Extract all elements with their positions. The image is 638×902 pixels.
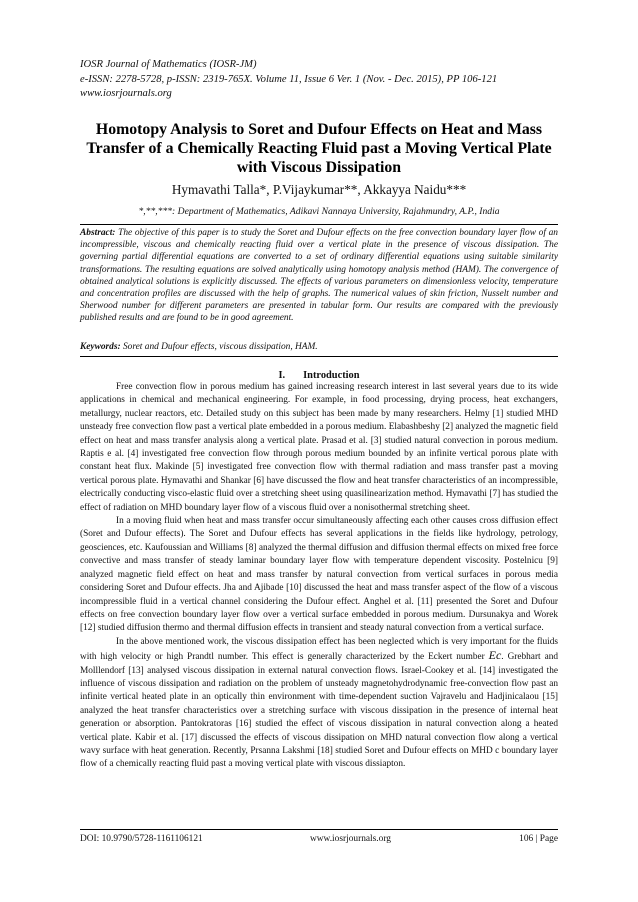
abstract-text: The objective of this paper is to study the Soret and Dufour effects on the free convection boundary layer flow of an incompressible, viscous and chemically reacting fluid over a vertical plate in the presence of viscous dissipation. The governing partial differential equations are converted to a set of ordinary differential equations using suitable similarity transformations. The resulting equations are solved analytically using homotopy analysis method (HAM). The convergence of obtained analytical solutions is explicitly discussed. The effects of various parameters on dimensionless velocity, temperature and concentration profiles are discussed with the help of graphs. The numerical values of skin friction, Nusselt number and Sherwood number for different parameters are presented in tabular form. Our results are compared with the previously published results and are found to be in good agreement.	[80, 228, 558, 324]
journal-issn: e-ISSN: 2278-5728, p-ISSN: 2319-765X. Volume 11, Issue 6 Ver. 1 (Nov. - Dec. 2015), PP 106-121	[80, 73, 498, 85]
footer-page-number: 106 | Page	[519, 834, 558, 844]
page-footer	[80, 832, 558, 846]
section-title: Introduction	[303, 370, 360, 381]
eckert-symbol: Ec	[488, 648, 502, 663]
paragraph-3	[80, 636, 558, 772]
abstract-bottom-rule	[80, 356, 558, 357]
abstract-label: Abstract:	[80, 228, 116, 238]
journal-header	[80, 58, 570, 102]
abstract-block	[80, 227, 558, 325]
footer-doi: DOI: 10.9790/5728-1161106121	[80, 834, 203, 844]
paper-affiliation: *,**,***: Department of Mathematics, Adikavi Nannaya University, Rajahmundry, A.P., India	[138, 206, 500, 217]
paper-authors: Hymavathi Talla*, P.Vijaykumar**, Akkayya Naidu***	[171, 182, 467, 197]
journal-website[interactable]: www.iosrjournals.org	[80, 88, 172, 99]
paragraph-3-part-a: In the above mentioned work, the viscous dissipation effect has been neglected which is very important for the fluids with high velocity or high Prandtl number. This effect is generally characterized by the Eckert number	[80, 636, 558, 663]
footer-rule	[80, 829, 558, 830]
keywords-block	[80, 341, 558, 353]
paragraph-1: Free convection flow in porous medium has gained increasing research interest in last several years due to its wide applications in chemical and mechanical engineering. For example, in food processing, drying process, heat exchangers, metallurgy, nuclear reactors, etc. Detailed study on this subject has been made by many researchers. Helmy [1] studied MHD unsteady free convection flow past a vertical plate embedded in a porous medium. Elabashbeshy [2] analyzed the magnetic field effect on heat and mass transfer analysis along a vertical plate. Prasad et al. [3] studied natural convection in porous medium. Raptis e al. [4] investigated free convection flow through porous medium bounded by an infinite vertical porous plate with constant heat flux. Makinde [5] investigated free convection flow with thermal radiation and mass transfer past a moving vertical porous plate. Hymavathi and Shankar [6] have discussed the flow and heat transfer characteristics of an incompressible, electrically conducting visco-elastic fluid over a stretching sheet using quasilinearization method. Hymavathi [7] has studied the effect of radiation on MHD boundary layer flow of a viscous fluid over a nonisothermal stretching sheet.	[80, 382, 558, 513]
body-text	[80, 381, 558, 772]
paper-title: Homotopy Analysis to Soret and Dufour Effects on Heat and Mass Transfer of a Chemically Reacting Fluid past a Moving Vertical Plate with Viscous Dissipation	[86, 121, 552, 176]
journal-name: IOSR Journal of Mathematics (IOSR-JM)	[80, 59, 257, 70]
footer-website[interactable]: www.iosrjournals.org	[310, 834, 391, 844]
abstract-top-rule	[80, 224, 558, 225]
keywords-label: Keywords:	[80, 342, 121, 352]
paragraph-3-part-b: . Grebhart and Molllendorf [13] analysed viscous dissipation in external natural convection flows. Israel-Cookey et al. [14] investigated the influence of viscous dissipation and radiation on the problem of unsteady magnetohydrodynamic free-convection flow past an infinite vertical heated plate in an optically thin environment with time-dependent suction Vajravelu and Hadjinicalaou [15] analyzed the heat transfer characteristics over a stretching surface with viscous dissipation in the presence of internal heat generation or absorption. Pantokratoras [16] studied the effect of viscous dissipation in natural convection along a heated vertical plate. Kabir et al. [17] discussed the effects of viscous dissipation on MHD natural convection flow along a vertical wavy surface with heat generation. Recently, Prsanna Lakshmi [18] studied Soret and Dufour effects on MHD c boundary layer flow of a chemically reacting fluid past a moving vertical plate with viscous dissiapton.	[80, 652, 558, 770]
paragraph-2: In a moving fluid when heat and mass transfer occur simultaneously affecting each other causes cross diffusion effect (Soret and Dufour effects). The Soret and Dufour effects has several applications in the fields like hydrology, petrology, geosciences, etc. Kaufoussian and Williams [8] analyzed the thermal diffusion and diffusion thermal effects on mixed free force convective and mass transfer of steady laminar boundary layer flow with temperature dependent viscosity. Postelnicu [9] analyzed magnetic field effect on heat and mass transfer by natural convection from vertical surfaces in porous media considering Soret and Dufour effects. Jha and Ajibade [10] discussed the heat and mass transfer aspect of the flow of a viscous incompressible fluid in a vertical channel considering the Dufour effect. Anghel et al. [11] presented the Soret and Dufour effects on free convection boundary layer flow over a vertical surface embedded in porous medium. Dursunakya and Worek [12] studied diffusion thermo and thermal diffusion effects in transient and steady natural convection from a vertical surface.	[80, 516, 558, 634]
keywords-text: Soret and Dufour effects, viscous dissipation, HAM.	[122, 342, 318, 352]
section-number: I.	[278, 370, 286, 381]
